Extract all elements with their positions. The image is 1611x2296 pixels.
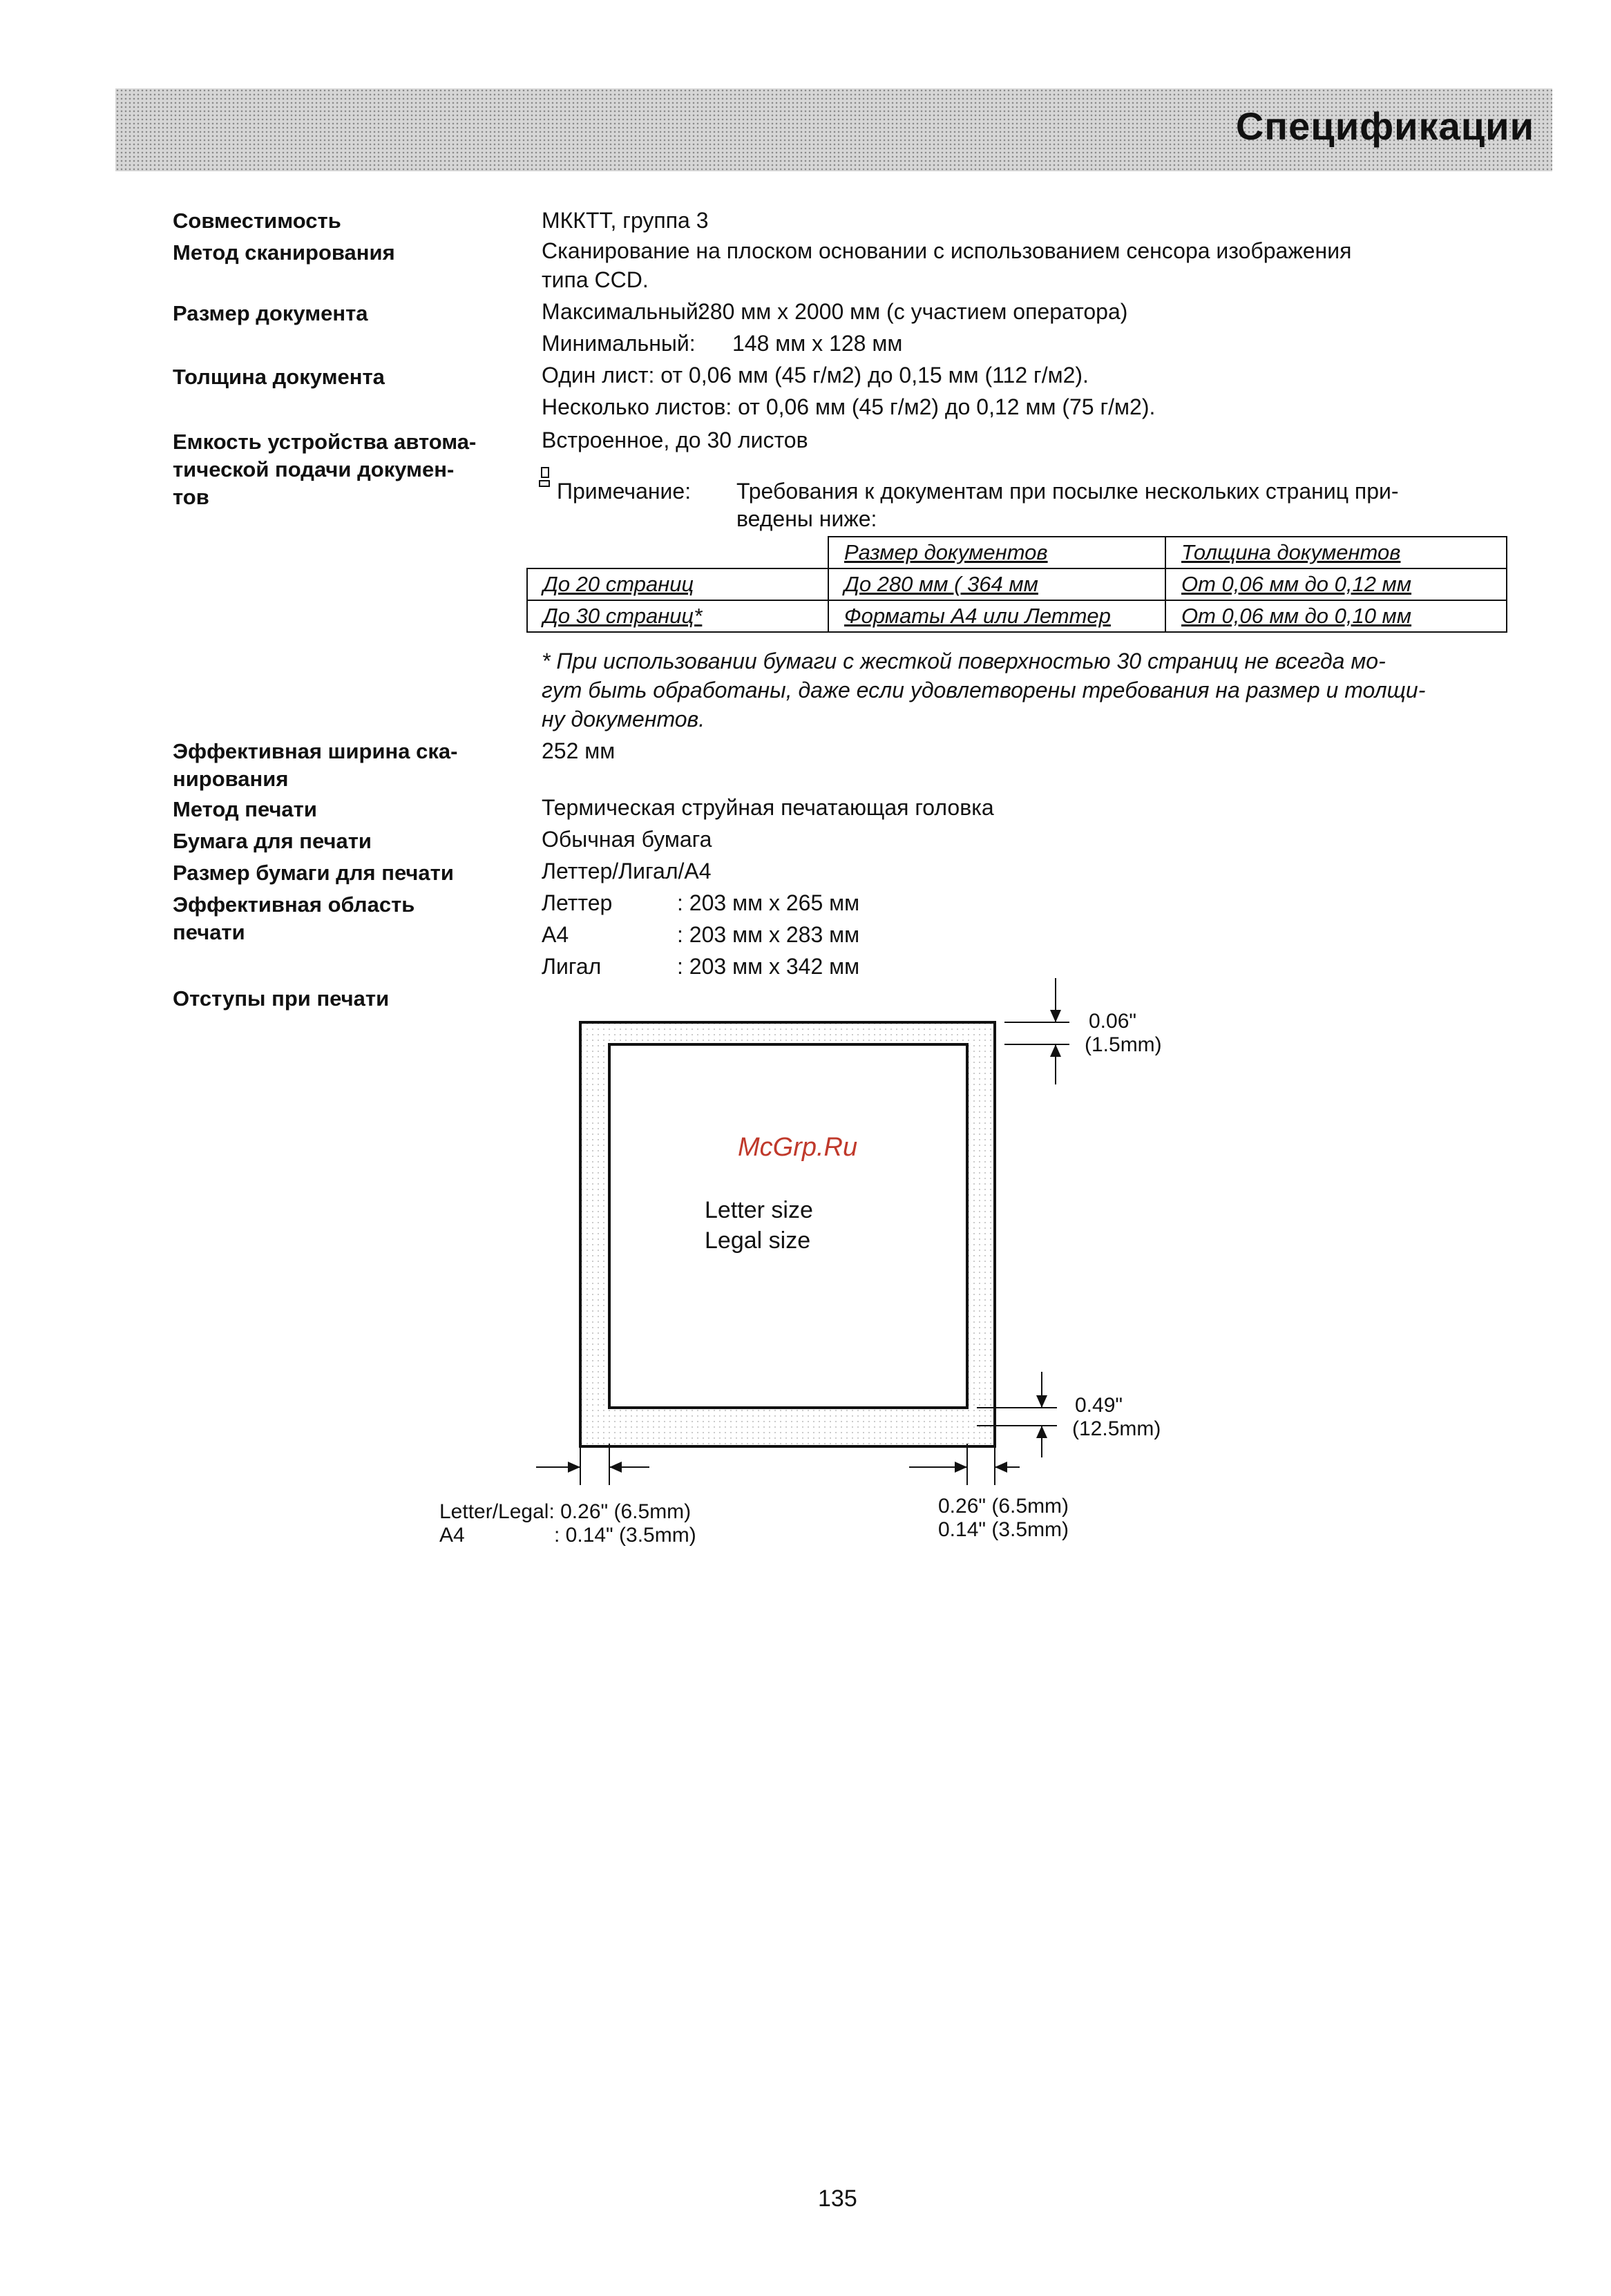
table-cell: Форматы А4 или Леттер — [828, 600, 1165, 632]
print-area-name: Леттер — [542, 890, 613, 915]
adf-label-3: тов — [173, 485, 209, 509]
print-area-value: : 203 мм x 265 мм — [677, 890, 860, 915]
doc-size-min-value: 148 мм x 128 мм — [732, 331, 903, 356]
paper-size-label: Размер бумаги для печати — [173, 861, 454, 885]
paper-value: Обычная бумага — [542, 827, 712, 852]
print-area-value: : 203 мм x 342 мм — [677, 954, 860, 979]
print-method-label: Метод печати — [173, 797, 317, 821]
table-cell: От 0,06 мм до 0,12 мм — [1165, 568, 1507, 600]
doc-thickness-single: Один лист: от 0,06 мм (45 г/м2) до 0,15 мм (112 г/м2). — [542, 363, 1089, 388]
print-area-label-1: Эффективная область — [173, 892, 415, 917]
table-header-cell: Толщина документов — [1165, 537, 1507, 568]
footnote-2: гут быть обработаны, даже если удовлетворены требования на размер и толщи- — [542, 678, 1426, 702]
diagram-inner-line-2: Legal size — [705, 1227, 811, 1254]
top-margin-mm: (1.5mm) — [1085, 1033, 1162, 1056]
paper-label: Бумага для печати — [173, 829, 372, 853]
watermark: McGrp.Ru — [738, 1133, 858, 1162]
left-margin-a4-name: A4 — [439, 1524, 465, 1547]
print-area-value: : 203 мм x 283 мм — [677, 922, 860, 947]
doc-size-max-label: Максимальный: — [542, 299, 705, 324]
doc-size-max-value: 280 мм x 2000 мм (с участием оператора) — [698, 299, 1128, 324]
print-area-label-2: печати — [173, 920, 245, 944]
eff-width-label-1: Эффективная ширина ска- — [173, 739, 458, 763]
note-text-1: Требования к документам при посылке нескольких страниц при- — [736, 479, 1399, 504]
left-margin-letter: Letter/Legal: 0.26" (6.5mm) — [439, 1500, 692, 1523]
table-cell: До 280 мм ( 364 мм — [828, 568, 1165, 600]
print-area-name: А4 — [542, 922, 569, 947]
eff-width-value: 252 мм — [542, 738, 616, 763]
right-margin-letter: 0.26" (6.5mm) — [938, 1495, 1069, 1518]
doc-size-min-label: Минимальный: — [542, 331, 696, 356]
footnote-1: * При использовании бумаги с жесткой поверхностью 30 страниц не всегда мо- — [542, 649, 1386, 673]
left-margin-a4-value: : 0.14" (3.5mm) — [554, 1524, 696, 1547]
page-title: Спецификации — [1235, 104, 1534, 148]
compat-label: Совместимость — [173, 209, 341, 233]
scan-method-label: Метод сканирования — [173, 240, 395, 265]
doc-thickness-label: Толщина документа — [173, 365, 385, 389]
table-cell: До 20 страниц — [527, 568, 828, 600]
bottom-margin-mm: (12.5mm) — [1072, 1417, 1161, 1440]
adf-value: Встроенное, до 30 листов — [542, 428, 808, 452]
right-margin-a4: 0.14" (3.5mm) — [938, 1518, 1069, 1541]
adf-label-2: тической подачи докумен- — [173, 457, 455, 481]
doc-size-label: Размер документа — [173, 301, 368, 325]
footnote-3: ну документов. — [542, 707, 705, 731]
note-label: Примечание: — [557, 479, 692, 504]
table-cell: До 30 страниц* — [527, 600, 828, 632]
print-method-value: Термическая струйная печатающая головка — [542, 795, 994, 820]
page-number: 135 — [818, 2185, 857, 2212]
top-margin-inch: 0.06" — [1089, 1010, 1137, 1033]
adf-label-1: Емкость устройства автома- — [173, 430, 477, 454]
table-cell: От 0,06 мм до 0,10 мм — [1165, 600, 1507, 632]
eff-width-label-2: нирования — [173, 767, 289, 791]
margins-label: Отступы при печати — [173, 986, 390, 1011]
scan-method-value-2: типа CCD. — [542, 267, 649, 292]
note-text-2: ведены ниже: — [736, 506, 877, 531]
print-area-name: Лигал — [542, 954, 602, 979]
doc-thickness-multi: Несколько листов: от 0,06 мм (45 г/м2) до 0,12 мм (75 г/м2). — [542, 394, 1156, 419]
paper-size-value: Леттер/Лигал/А4 — [542, 859, 712, 883]
compat-value: МККТТ, группа 3 — [542, 208, 709, 233]
table-header-cell: Размер документов — [828, 537, 1165, 568]
diagram-inner-line-1: Letter size — [705, 1197, 813, 1223]
scan-method-value-1: Сканирование на плоском основании с использованием сенсора изображения — [542, 238, 1352, 263]
bottom-margin-inch: 0.49" — [1075, 1394, 1123, 1417]
